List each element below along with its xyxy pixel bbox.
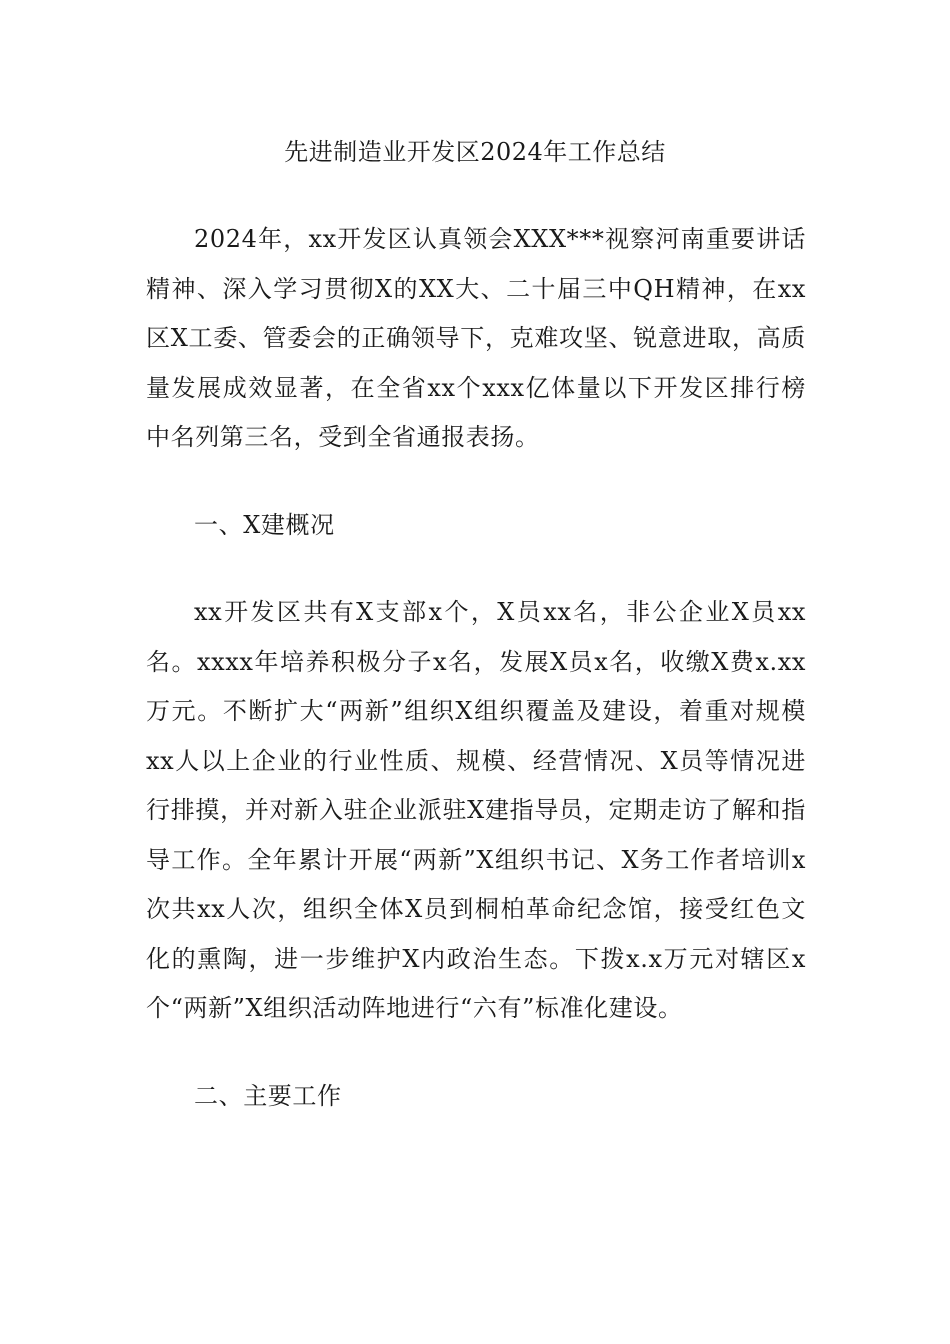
party-overview-paragraph: xx开发区共有X支部x个，X员xx名，非公企业X员xx名。xxxx年培养积极分子x名，发展X员x名，收缴X费x.xx万元。不断扩大“两新”组织X组织覆盖及建设，着重对规模xx人以上企业的行业性质、规模、经营情况、X员等情况进行排摸，并对新入驻企业派驻X建指导员，定期走访了解和指导工作。全年累计开展“两新”X组织书记、X务工作者培训x次共xx人次，组织全体X员到桐柏革命纪念馆，接受红色文化的熏陶，进一步维护X内政治生态。下拨x.x万元对辖区x个“两新”X组织活动阵地进行“六有”标准化建设。 — [146, 598, 806, 1022]
section-heading-main-work: 二、主要工作 — [194, 1081, 342, 1110]
section-heading-party-overview: 一、X建概况 — [194, 510, 335, 539]
document-title: 先进制造业开发区2024年工作总结 — [284, 138, 666, 166]
intro-paragraph: 2024年，xx开发区认真领会XXX***视察河南重要讲话精神、深入学习贯彻X的XX大、二十届三中QH精神，在xx区X工委、管委会的正确领导下，克难攻坚、锐意进取，高质量发展成效显著，在全省xx个xxx亿体量以下开发区排行榜中名列第三名，受到全省通报表扬。 — [146, 225, 806, 451]
document-body — [146, 215, 806, 1121]
